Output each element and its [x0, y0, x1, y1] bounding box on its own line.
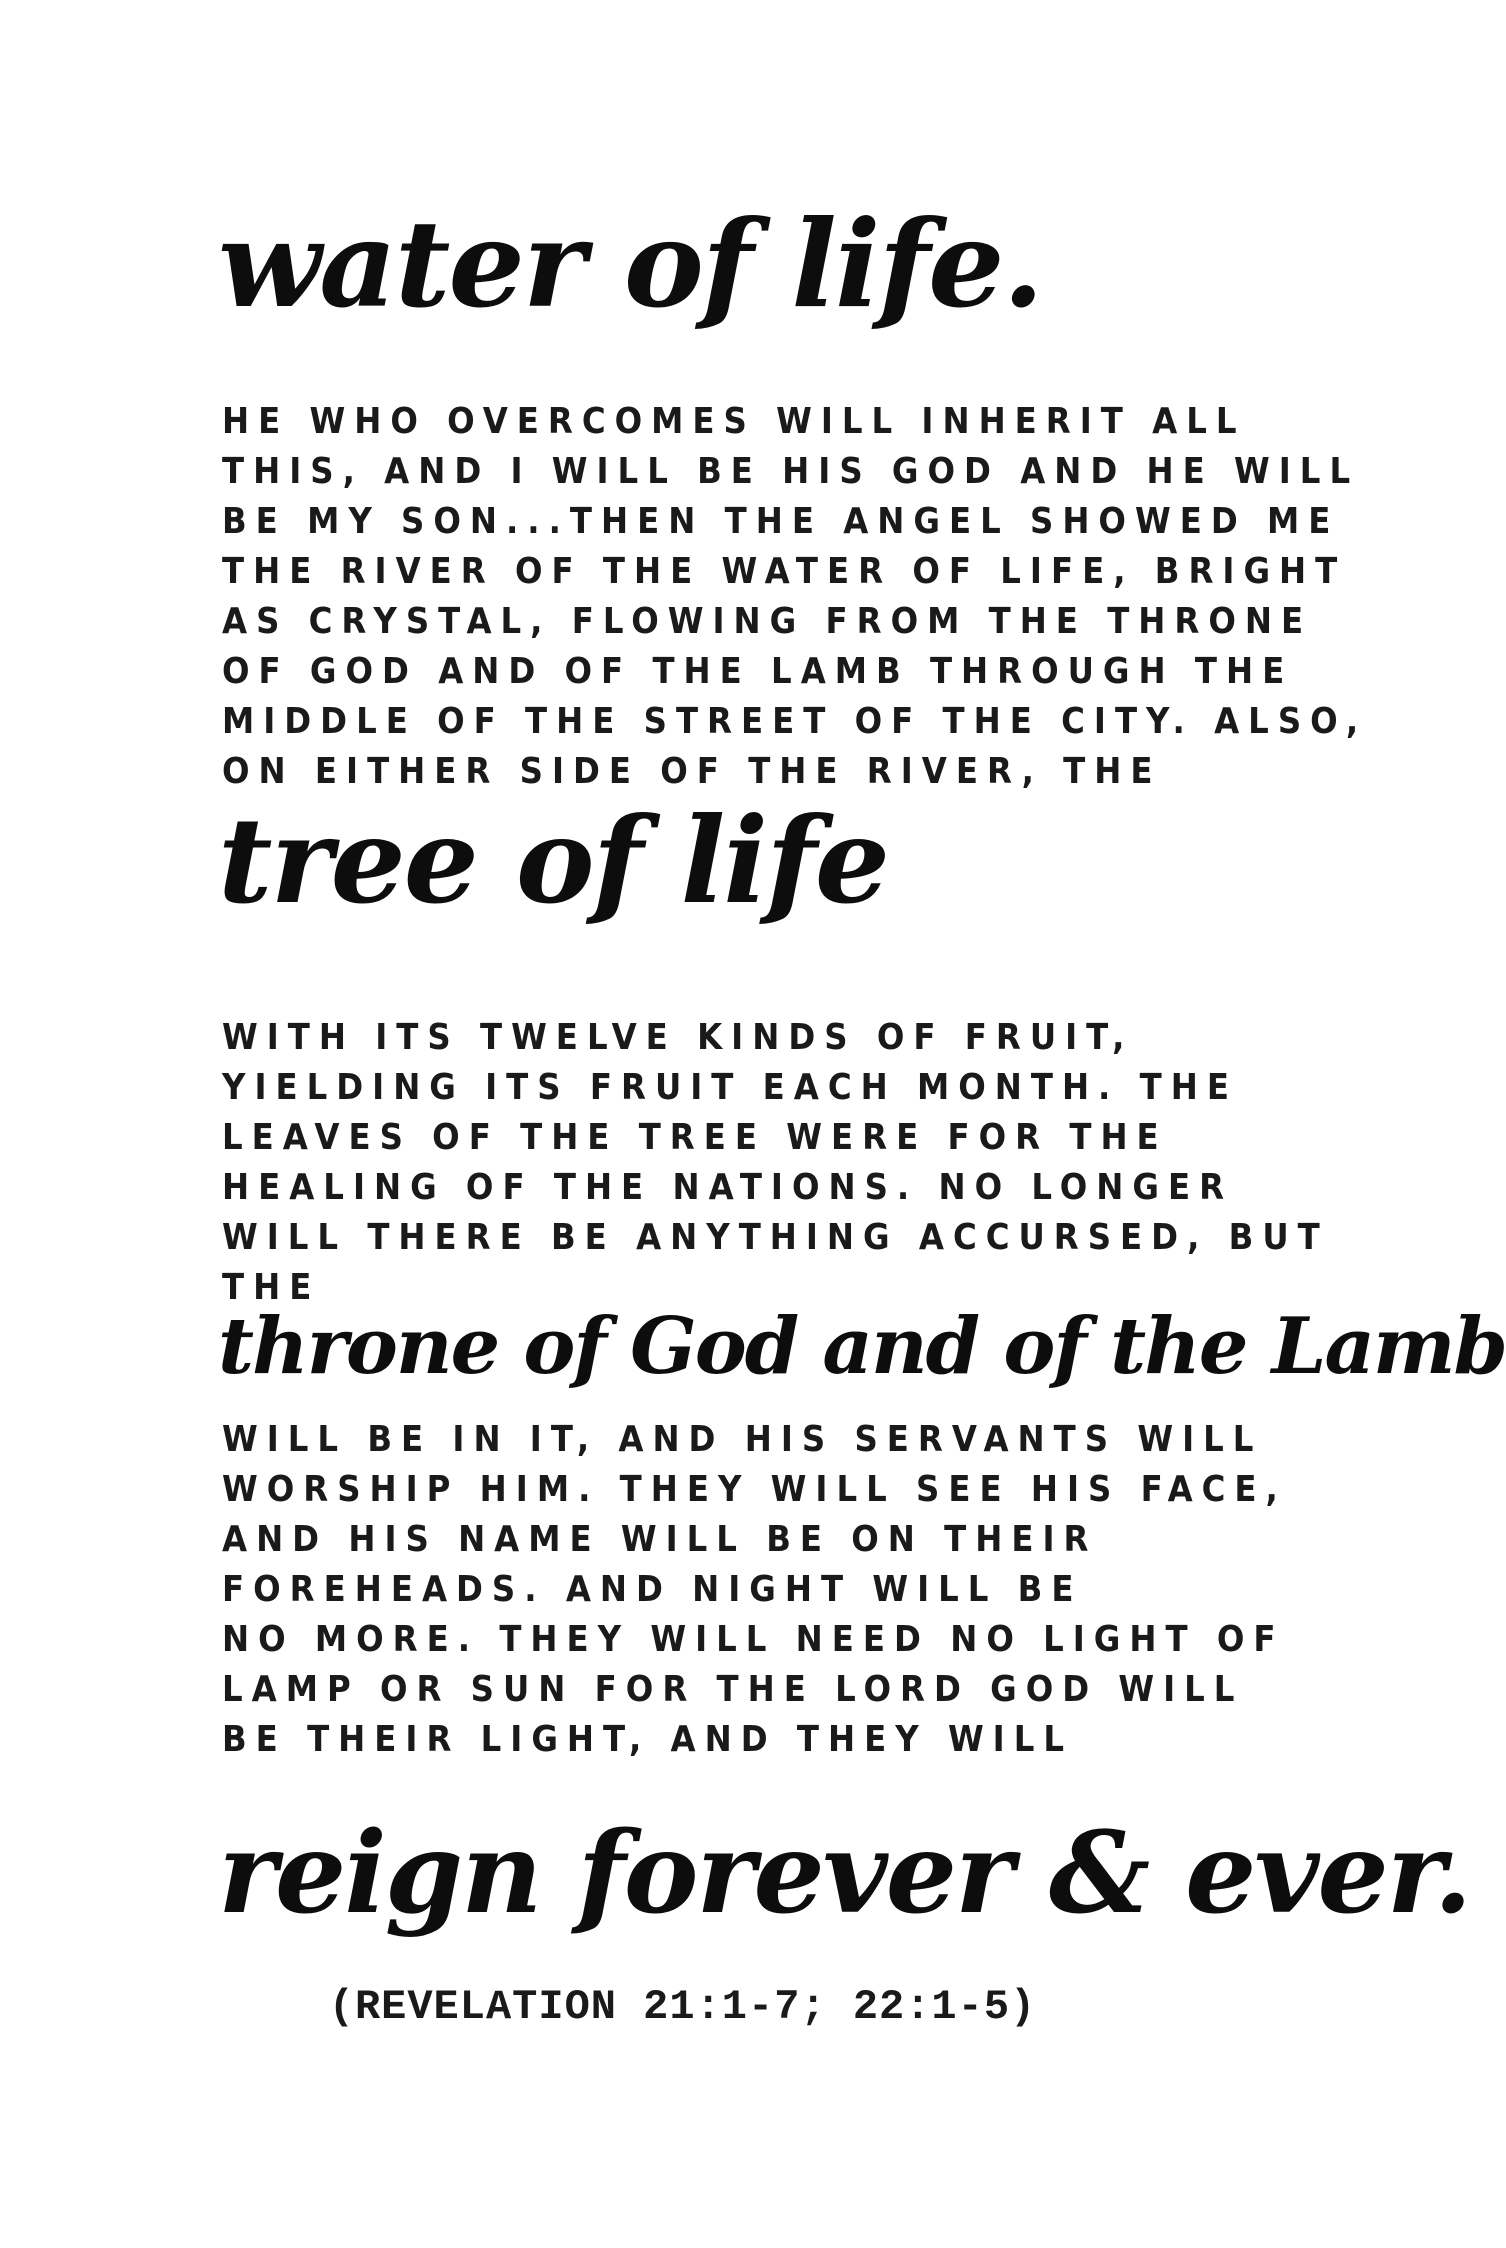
- heading-water-of-life: water of life.: [218, 194, 1043, 335]
- passage-line: WITH ITS TWELVE KINDS OF FRUIT,: [222, 1017, 1134, 1058]
- passage-line: YIELDING ITS FRUIT EACH MONTH. THE: [222, 1067, 1238, 1108]
- passage-line: WILL BE IN IT, AND HIS SERVANTS WILL: [222, 1419, 1263, 1460]
- passage-third: [222, 1415, 1287, 1765]
- heading-reign: reign forever & ever.: [218, 1808, 1471, 1939]
- heading-tree-of-life: tree of life: [218, 791, 888, 930]
- passage-line: THE: [222, 1267, 321, 1308]
- passage-line: THE RIVER OF THE WATER OF LIFE, BRIGHT: [222, 551, 1347, 592]
- passage-line: OF GOD AND OF THE LAMB THROUGH THE: [222, 651, 1294, 692]
- passage-line: WILL THERE BE ANYTHING ACCURSED, BUT: [222, 1217, 1329, 1258]
- passage-first: [222, 397, 1368, 797]
- passage-line: AS CRYSTAL, FLOWING FROM THE THRONE: [222, 601, 1313, 642]
- passage-line: THIS, AND I WILL BE HIS GOD AND HE WILL: [222, 451, 1360, 492]
- passage-line: ON EITHER SIDE OF THE RIVER, THE: [222, 751, 1162, 792]
- passage-line: WORSHIP HIM. THEY WILL SEE HIS FACE,: [222, 1469, 1287, 1510]
- passage-line: BE MY SON...THEN THE ANGEL SHOWED ME: [222, 501, 1340, 542]
- passage-line: AND HIS NAME WILL BE ON THEIR: [222, 1519, 1098, 1560]
- passage-line: HEALING OF THE NATIONS. NO LONGER: [222, 1167, 1234, 1208]
- passage-line: MIDDLE OF THE STREET OF THE CITY. ALSO,: [222, 701, 1368, 742]
- heading-throne: throne of God and of the Lamb: [218, 1301, 1506, 1392]
- passage-line: NO MORE. THEY WILL NEED NO LIGHT OF: [222, 1619, 1285, 1660]
- passage-second: [222, 1013, 1329, 1313]
- passage-line: LAMP OR SUN FOR THE LORD GOD WILL: [222, 1669, 1244, 1710]
- passage-line: LEAVES OF THE TREE WERE FOR THE: [222, 1117, 1168, 1158]
- scripture-citation: (REVELATION 21:1-7; 22:1-5): [328, 1983, 1037, 2031]
- passage-line: FOREHEADS. AND NIGHT WILL BE: [222, 1569, 1083, 1610]
- passage-line: BE THEIR LIGHT, AND THEY WILL: [222, 1719, 1073, 1760]
- passage-line: HE WHO OVERCOMES WILL INHERIT ALL: [222, 401, 1246, 442]
